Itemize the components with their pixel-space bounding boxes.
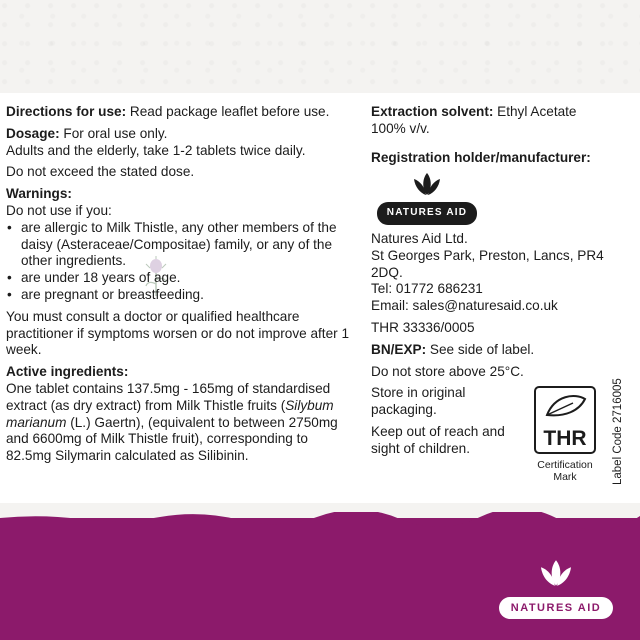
solvent-text: Ethyl Acetate bbox=[493, 104, 577, 119]
left-column bbox=[6, 104, 356, 465]
directions-line bbox=[6, 104, 356, 121]
warning-item: • are under 18 years of age. bbox=[6, 270, 356, 287]
leaf-logo-icon bbox=[412, 171, 442, 197]
warnings-intro: Do not use if you: bbox=[6, 202, 112, 218]
phone-line: Tel: 01772 686231 bbox=[371, 281, 483, 297]
dosage-line bbox=[6, 126, 356, 143]
registration-heading bbox=[371, 150, 633, 167]
bn-line bbox=[371, 342, 633, 359]
bn-text: See side of label. bbox=[426, 341, 535, 357]
dosage-text: For oral use only. bbox=[59, 125, 168, 141]
warnings-label: Warnings: bbox=[6, 186, 72, 202]
cert-line-2: Mark bbox=[553, 471, 577, 484]
warnings-list bbox=[6, 220, 356, 304]
solvent-concentration: 100% v/v. bbox=[371, 120, 430, 136]
storage-and-certification bbox=[371, 385, 633, 495]
email-line: Email: sales@naturesaid.co.uk bbox=[371, 298, 558, 314]
address-line: St Georges Park, Preston, Lancs, PR4 2DQ. bbox=[371, 247, 604, 280]
warning-item: • are pregnant or breastfeeding. bbox=[6, 287, 356, 304]
active-ingredients-text bbox=[6, 381, 356, 465]
dosage-label: Dosage: bbox=[6, 125, 60, 141]
address-line: Natures Aid Ltd. bbox=[371, 230, 468, 246]
right-column bbox=[371, 104, 633, 495]
solvent-label: Extraction solvent: bbox=[371, 104, 494, 119]
thr-certification-mark bbox=[531, 385, 599, 484]
bn-label: BN/EXP: bbox=[371, 341, 427, 357]
active-text-2: (L.) Gaertn), (equivalent to between 2750mg and 6600mg of Milk Thistle fruit), corresponding to 82.5mg Silymarin calculated as Silibinin. bbox=[6, 414, 338, 464]
thr-number: THR 33336/0005 bbox=[371, 319, 475, 335]
active-label: Active ingredients: bbox=[6, 364, 129, 380]
cert-line-1: Certification bbox=[537, 458, 593, 471]
thr-text: THR bbox=[543, 427, 587, 451]
label-code: Label Code 2716005 bbox=[612, 378, 624, 485]
brush-edge-icon bbox=[0, 512, 640, 532]
footer-brand-pill: NATURES AID bbox=[499, 597, 613, 619]
dosage-instructions: Adults and the elderly, take 1-2 tablets twice daily. bbox=[6, 142, 306, 158]
footer-logo bbox=[486, 558, 626, 619]
storage-packaging: Store in original packaging. bbox=[371, 385, 466, 418]
natures-aid-logo bbox=[371, 171, 483, 225]
leaf-logo-icon bbox=[538, 558, 574, 588]
thr-leaf-icon bbox=[533, 385, 597, 455]
solvent-line bbox=[371, 104, 633, 121]
background-texture bbox=[0, 0, 640, 100]
consult-text: You must consult a doctor or qualified healthcare practitioner if symptoms worsen or do not improve after 1 week. bbox=[6, 308, 350, 358]
storage-children: Keep out of reach and sight of children. bbox=[371, 423, 505, 456]
warnings-heading bbox=[6, 186, 356, 203]
active-text-1: One tablet contains 137.5mg - 165mg of standardised extract (as dry extract) from Milk Thistle fruits ( bbox=[6, 380, 331, 413]
warning-item: • are allergic to Milk Thistle, any other members of the daisy (Asteraceae/Compositae) family, or any of the other ingredients. bbox=[6, 220, 356, 270]
registration-label: Registration holder/manufacturer: bbox=[371, 149, 591, 165]
brand-pill: NATURES AID bbox=[377, 202, 477, 225]
directions-text: Read package leaflet before use. bbox=[126, 104, 330, 119]
storage-notes bbox=[371, 385, 521, 457]
latin-name: Silybum marianum bbox=[6, 397, 334, 430]
storage-temperature: Do not store above 25°C. bbox=[371, 363, 524, 379]
directions-label: Directions for use: bbox=[6, 104, 127, 119]
active-heading bbox=[6, 364, 356, 381]
dosage-limit: Do not exceed the stated dose. bbox=[6, 164, 195, 180]
